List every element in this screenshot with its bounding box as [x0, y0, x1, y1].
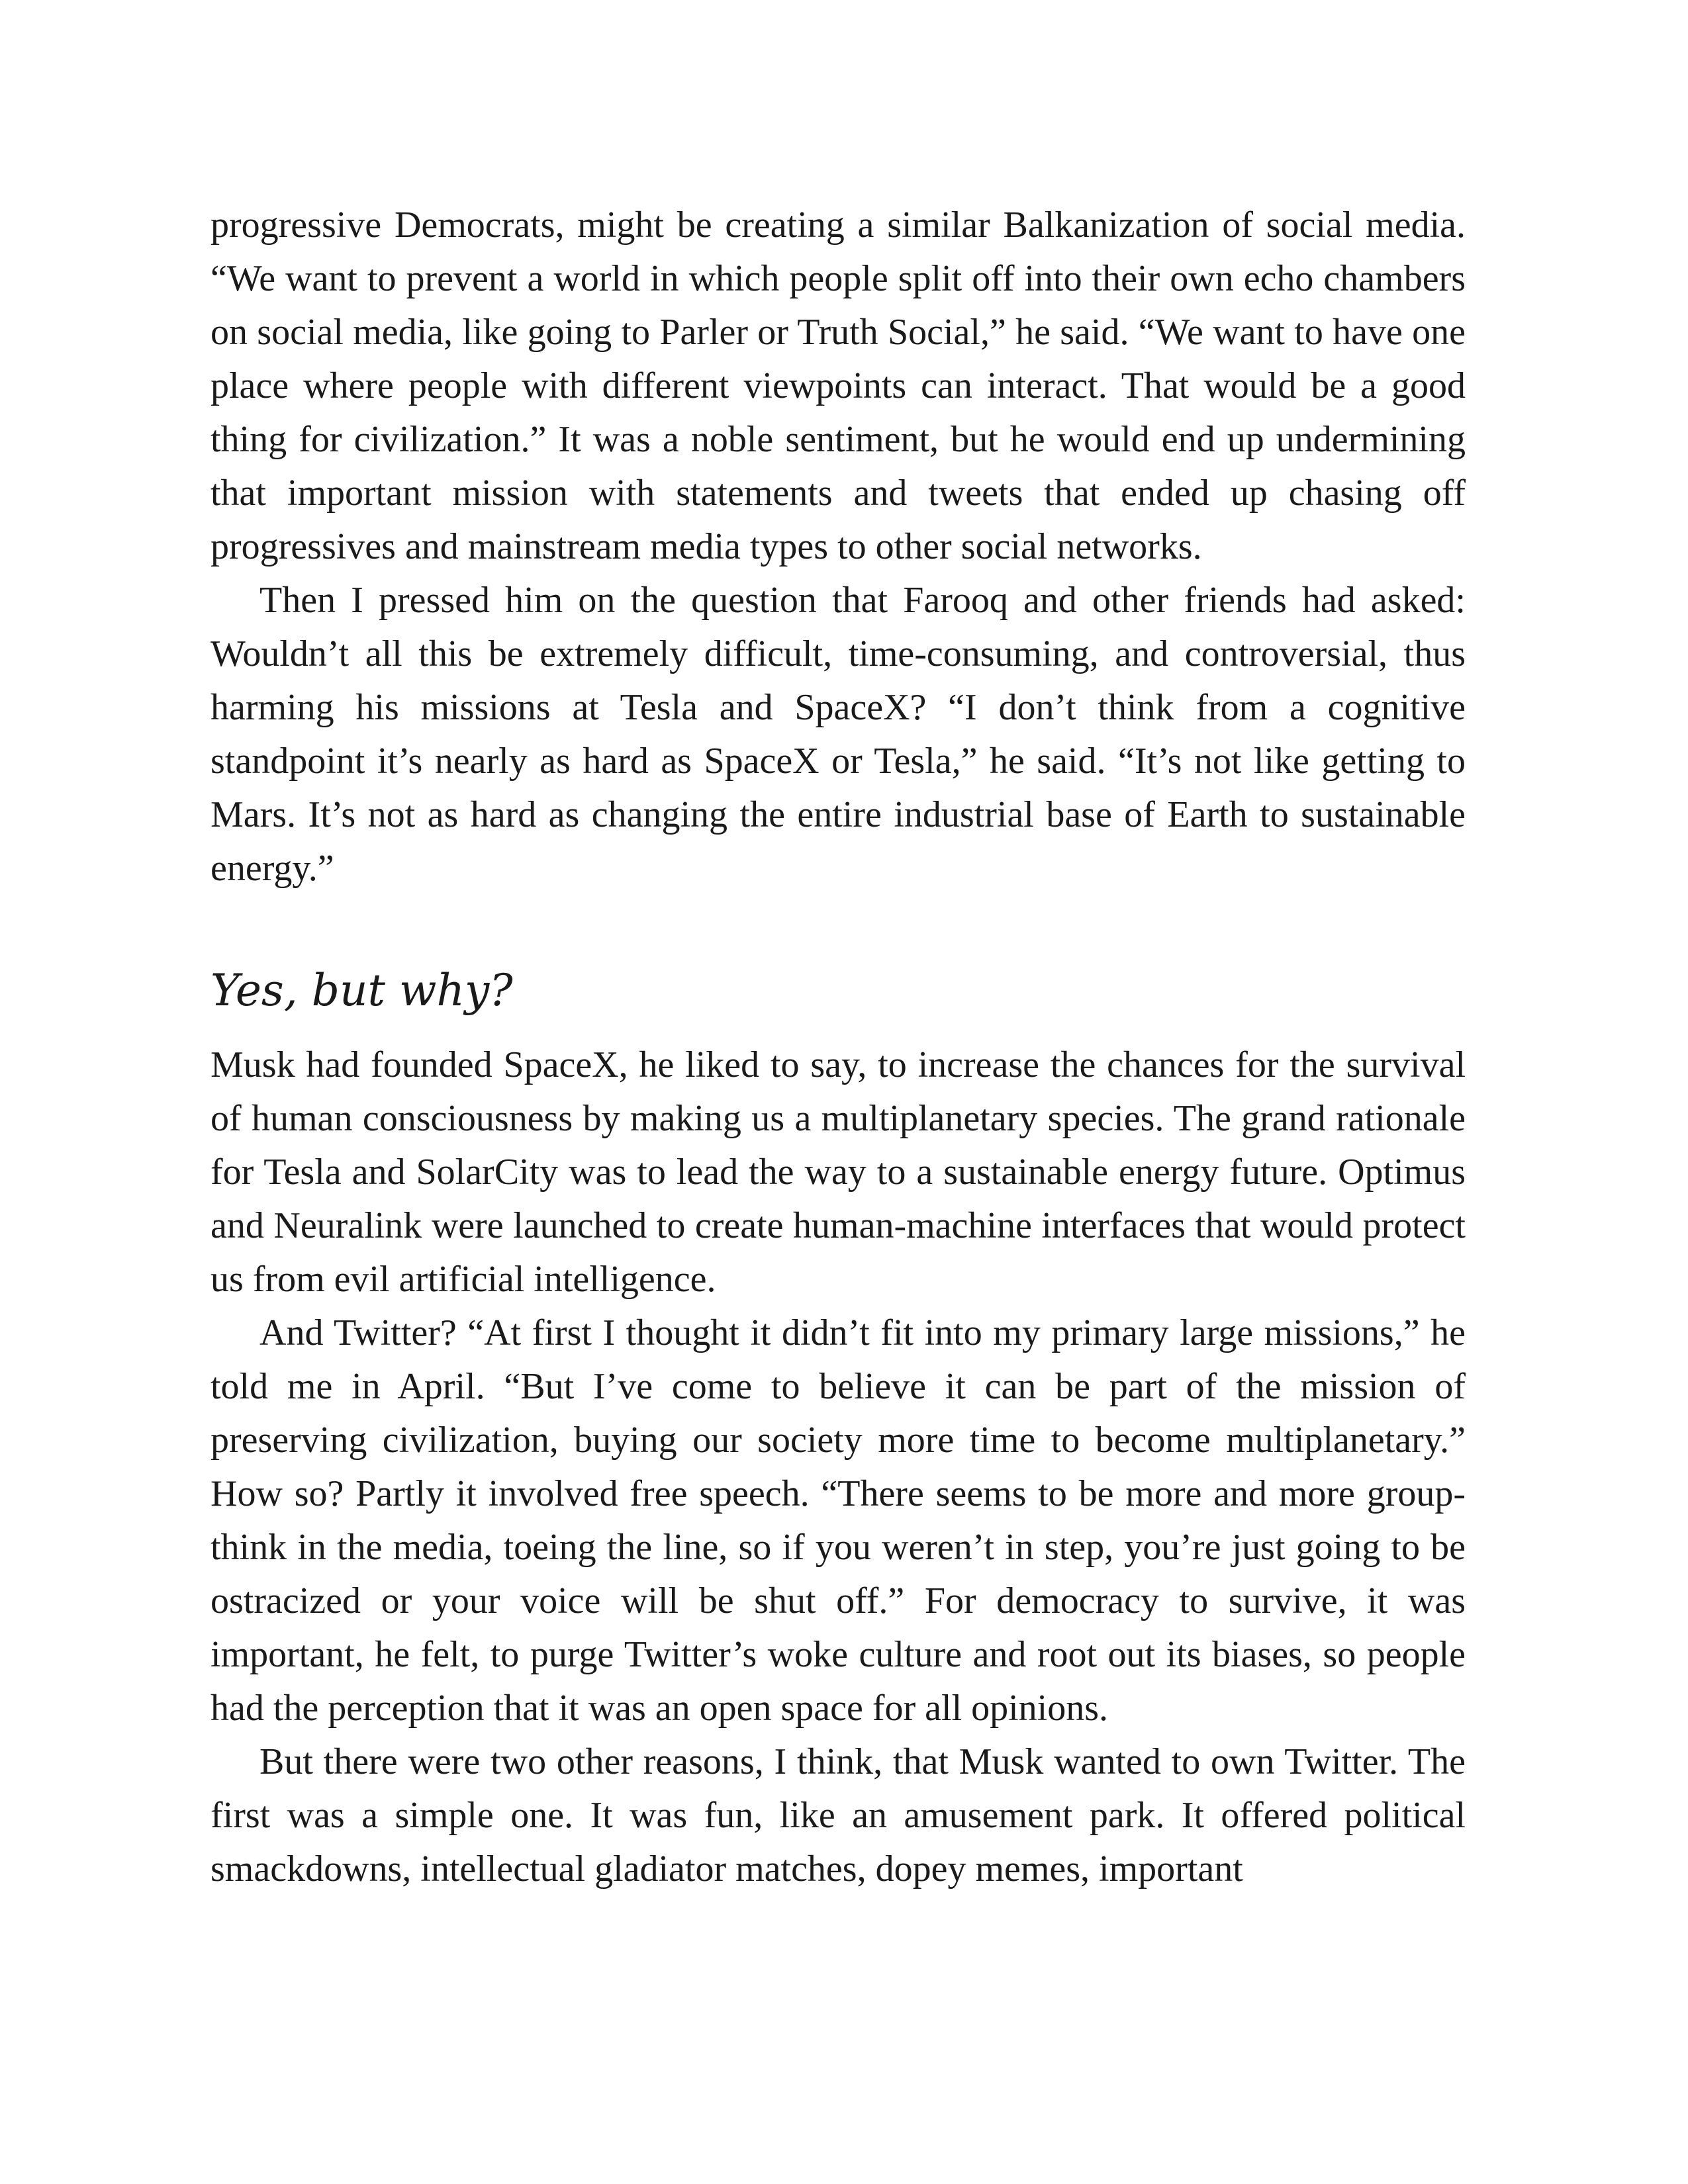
body-paragraph-5: But there were two other reasons, I think, that Musk wanted to own Twitter. The first was a simple one. It was fun, like an amusement park. It offered political smackdowns, intellectual gladiator matches, dopey memes, important	[211, 1741, 1466, 1889]
body-paragraph-3: Musk had founded SpaceX, he liked to say, to increase the chances for the survival of human consciousness by making us a multiplanetary species. The grand rationale for Tesla and SolarCity was to lead the way to a sustainable energy future. Optimus and Neuralink were launched to create human-machine interfaces that would protect us from evil artificial intelligence.	[211, 1044, 1466, 1300]
book-page	[211, 199, 1466, 1896]
body-paragraph-2: Then I pressed him on the question that Farooq and other friends had asked: Wouldn’t all this be extremely difficult, time-consuming, and controversial, thus harming his missions at Tesla and SpaceX? “I don’t think from a cognitive standpoint it’s nearly as hard as SpaceX or Tesla,” he said. “It’s not like getting to Mars. It’s not as hard as changing the entire industrial base of Earth to sustainable energy.”	[211, 580, 1466, 889]
body-paragraph-4: And Twitter? “At first I thought it didn’t fit into my primary large missions,” he told me in April. “But I’ve come to believe it can be part of the mission of preserving civilization, buying our society more time to become multiplanetary.” How so? Partly it involved free speech. “There seems to be more and more group-think in the media, toeing the line, so if you weren’t in step, you’re just going to be ostracized or your voice will be shut off.” For democracy to survive, it was important, he felt, to purge Twitter’s woke culture and root out its biases, so people had the perception that it was an open space for all opinions.	[211, 1312, 1466, 1729]
body-paragraph-1: progressive Democrats, might be creating a similar Balkanization of social media. “We want to prevent a world in which people split off into their own echo chambers on social media, like going to Parler or Truth Social,” he said. “We want to have one place where people with different viewpoints can interact. That would be a good thing for civilization.” It was a noble sentiment, but he would end up undermining that important mission with statements and tweets that ended up chasing off progressives and mainstream media types to other social networks.	[211, 205, 1466, 567]
section-heading: Yes, but why?	[211, 965, 513, 1016]
